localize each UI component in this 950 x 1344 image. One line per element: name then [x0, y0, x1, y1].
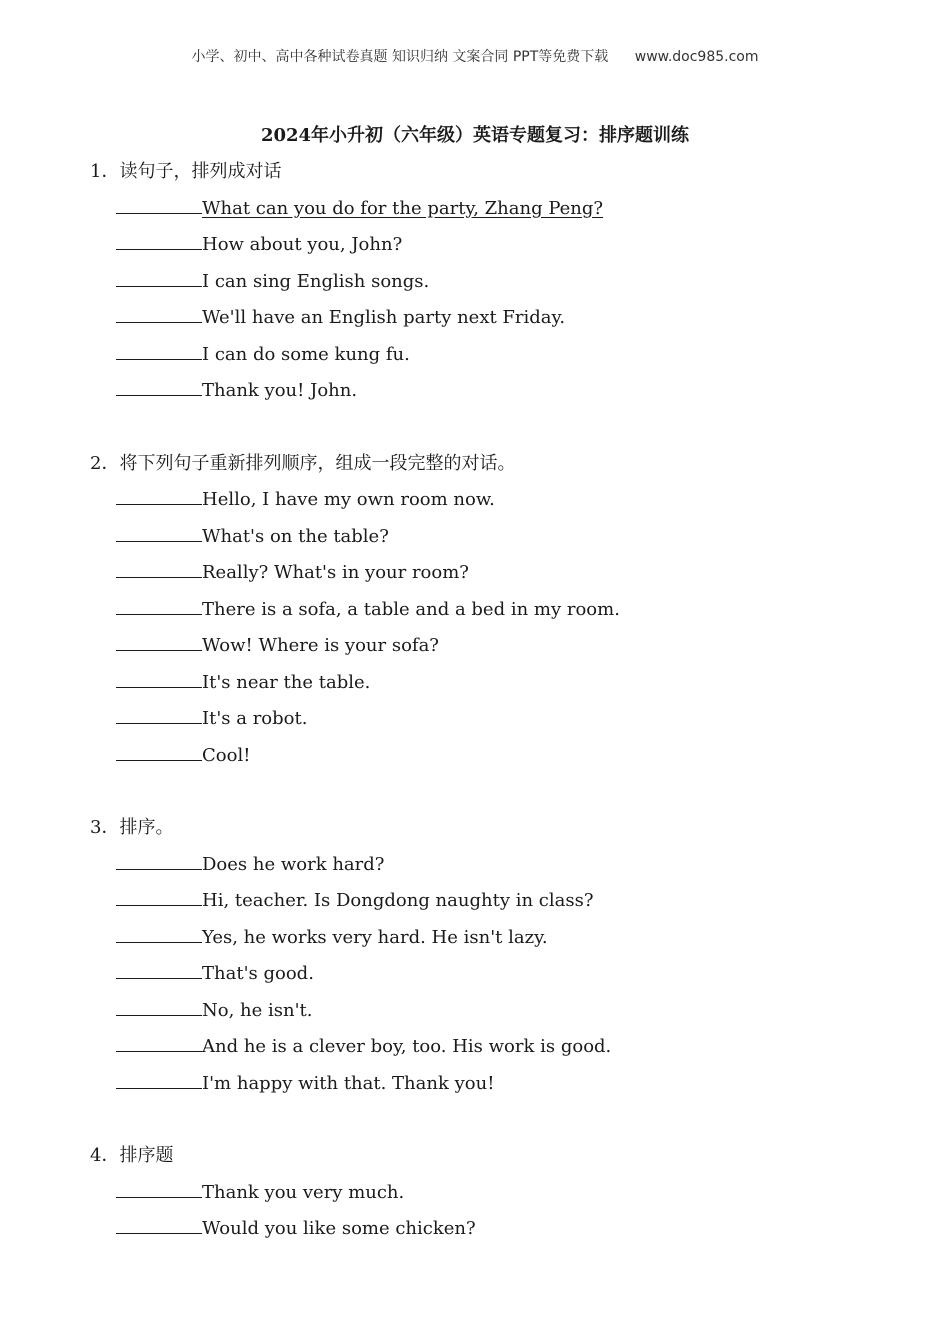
sentence-text: That's good. — [202, 963, 314, 984]
answer-line — [90, 191, 890, 228]
sentence-text: Does he work hard? — [202, 853, 385, 875]
answer-line — [90, 920, 890, 957]
answer-line — [90, 847, 890, 884]
page-header — [0, 46, 950, 66]
sentence-text: I'm happy with that. Thank you! — [202, 1072, 495, 1094]
answer-blank[interactable] — [116, 524, 202, 542]
sentence-text: Hello, I have my own room now. — [202, 489, 495, 510]
sentence-text: Yes, he works very hard. He isn't lazy. — [202, 926, 548, 948]
sentence-text: No, he isn't. — [202, 999, 313, 1021]
answer-line — [90, 1175, 890, 1212]
answer-blank[interactable] — [116, 961, 202, 979]
answer-line — [90, 665, 890, 702]
questions-container — [90, 154, 890, 1284]
sentence-text: Would you like some chicken? — [202, 1218, 476, 1239]
answer-line — [90, 1029, 890, 1066]
answer-blank[interactable] — [116, 743, 202, 761]
sentence-text: Thank you! John. — [202, 380, 358, 401]
answer-blank[interactable] — [116, 196, 202, 214]
answer-blank[interactable] — [116, 925, 202, 943]
answer-blank[interactable] — [116, 1071, 202, 1089]
sentence-text: Wow! Where is your sofa? — [202, 635, 439, 656]
answer-blank[interactable] — [116, 232, 202, 250]
sentence-text: It's near the table. — [202, 671, 371, 693]
answer-line — [90, 628, 890, 665]
answer-line — [90, 519, 890, 556]
header-text: 小学、初中、高中各种试卷真题 知识归纳 文案合同 PPT等免费下载 — [191, 49, 609, 65]
question-1 — [90, 154, 890, 410]
answer-line — [90, 1066, 890, 1103]
question-3 — [90, 810, 890, 1102]
answer-line — [90, 300, 890, 337]
question-4 — [90, 1138, 890, 1248]
answer-line — [90, 883, 890, 920]
sentence-text: How about you, John? — [202, 234, 403, 255]
answer-blank[interactable] — [116, 342, 202, 360]
answer-line — [90, 482, 890, 519]
answer-blank[interactable] — [116, 269, 202, 287]
question-heading: 4．排序题 — [90, 1145, 174, 1166]
answer-blank[interactable] — [116, 670, 202, 688]
answer-line — [90, 337, 890, 374]
sentence-text: I can sing English songs. — [202, 270, 430, 292]
sentence-text: Hi, teacher. Is Dongdong naughty in class? — [202, 890, 594, 911]
answer-line — [90, 701, 890, 738]
answer-blank[interactable] — [116, 633, 202, 651]
answer-blank[interactable] — [116, 378, 202, 396]
sentence-text: We'll have an English party next Friday. — [202, 307, 566, 328]
question-heading: 2．将下列句子重新排列顺序，组成一段完整的对话。 — [90, 452, 516, 474]
question-heading: 1．读句子，排列成对话 — [90, 161, 282, 182]
answer-blank[interactable] — [116, 597, 202, 615]
answer-blank[interactable] — [116, 1216, 202, 1234]
question-heading: 3．排序。 — [90, 817, 174, 838]
answer-line — [90, 592, 890, 629]
answer-line — [90, 1211, 890, 1248]
answer-blank[interactable] — [116, 487, 202, 505]
answer-line — [90, 956, 890, 993]
sentence-text: It's a robot. — [202, 708, 308, 729]
answer-blank[interactable] — [116, 998, 202, 1016]
answer-blank[interactable] — [116, 852, 202, 870]
sentence-text: I can do some kung fu. — [202, 343, 410, 365]
sentence-text: Thank you very much. — [202, 1181, 405, 1203]
sentence-text: What can you do for the party, Zhang Peng? — [202, 197, 604, 219]
answer-blank[interactable] — [116, 1034, 202, 1052]
answer-line — [90, 738, 890, 775]
header-site-link[interactable]: www.doc985.com — [634, 49, 759, 65]
answer-blank[interactable] — [116, 560, 202, 578]
answer-line — [90, 993, 890, 1030]
answer-blank[interactable] — [116, 1180, 202, 1198]
answer-line — [90, 227, 890, 264]
document-title: 2024年小升初（六年级）英语专题复习：排序题训练 — [260, 125, 690, 146]
sentence-text: Really? What's in your room? — [202, 562, 469, 583]
answer-line — [90, 264, 890, 301]
answer-blank[interactable] — [116, 305, 202, 323]
sentence-text: And he is a clever boy, too. His work is good. — [202, 1036, 612, 1057]
answer-line — [90, 373, 890, 410]
answer-line — [90, 555, 890, 592]
answer-blank[interactable] — [116, 888, 202, 906]
answer-blank[interactable] — [116, 706, 202, 724]
sentence-text: Cool! — [202, 744, 251, 766]
question-2 — [90, 446, 890, 775]
sentence-text: There is a sofa, a table and a bed in my room. — [202, 598, 620, 620]
sentence-text: What's on the table? — [202, 525, 389, 547]
